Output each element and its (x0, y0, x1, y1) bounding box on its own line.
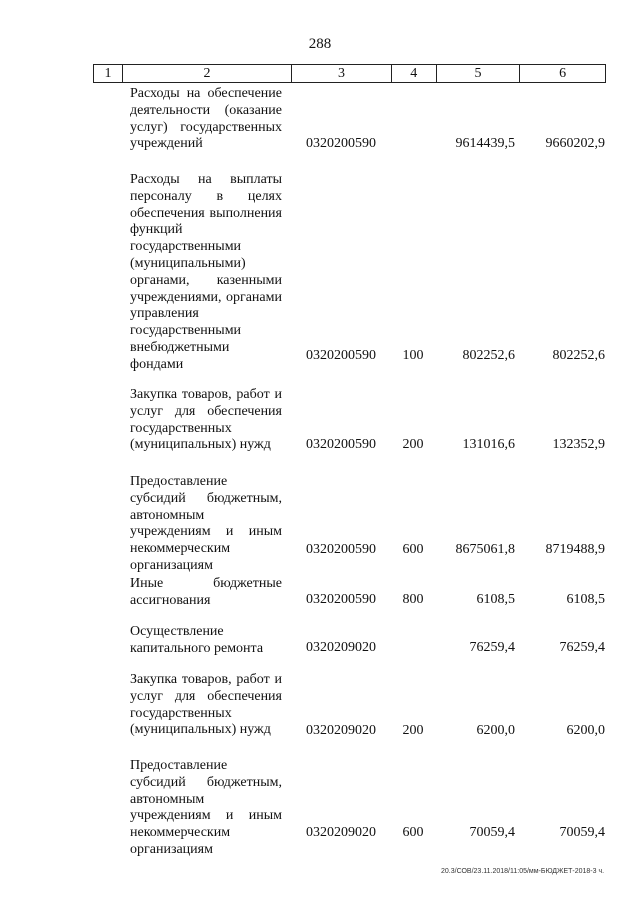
row-value-col6: 8719488,9 (545, 542, 605, 557)
row-expense-type: 600 (402, 825, 424, 840)
row-value-col5: 9614439,5 (455, 136, 515, 151)
row-value-col5: 70059,4 (469, 825, 515, 840)
header-col-4: 4 (392, 65, 437, 82)
row-code: 0320200590 (306, 542, 376, 557)
row-description: Расходы на обеспечение деятельности (оказание услуг) государственных учреждений (130, 86, 282, 152)
row-description: Закупка товаров, работ и услуг для обеспечения государственных (муниципальных) нужд (130, 387, 282, 453)
row-value-col6: 76259,4 (559, 640, 605, 655)
row-code: 0320209020 (306, 723, 376, 738)
header-col-3: 3 (292, 65, 392, 82)
row-value-col6: 6200,0 (566, 723, 605, 738)
row-value-col5: 8675061,8 (455, 542, 515, 557)
table-header (93, 64, 606, 83)
row-code: 0320200590 (306, 437, 376, 452)
row-description: Расходы на выплаты персоналу в целях обеспечения выполнения функций государственными (муниципальными) органами, казенными учреждениями, органами управления государственными внебюджетными фондами (130, 172, 282, 372)
row-value-col6: 132352,9 (552, 437, 605, 452)
header-col-6: 6 (559, 66, 567, 81)
row-expense-type: 100 (402, 348, 424, 363)
page-number: 288 (308, 36, 332, 52)
row-value-col6: 70059,4 (559, 825, 605, 840)
row-value-col6: 9660202,9 (545, 136, 605, 151)
row-value-col5: 6200,0 (476, 723, 515, 738)
header-col-2: 2 (123, 65, 292, 82)
row-value-col5: 802252,6 (462, 348, 515, 363)
row-description: Осуществление капитального ремонта (130, 624, 264, 656)
row-expense-type: 200 (402, 723, 424, 738)
row-expense-type: 600 (402, 542, 424, 557)
row-description: Предоставление субсидий бюджетным, автономным учреждениям и иным некоммерческим организациям (130, 758, 282, 857)
row-description: Предоставление субсидий бюджетным, автономным учреждениям и иным некоммерческим организациям (130, 474, 282, 573)
row-value-col6: 802252,6 (552, 348, 605, 363)
header-col-1: 1 (94, 65, 123, 82)
row-value-col6: 6108,5 (566, 592, 605, 607)
row-expense-type: 800 (402, 592, 424, 607)
document-footer: 20.3/СОВ/23.11.2018/11:05/мм-БЮДЖЕТ-2018-3 ч. (441, 868, 605, 875)
row-value-col5: 76259,4 (469, 640, 515, 655)
row-description: Закупка товаров, работ и услуг для обеспечения государственных (муниципальных) нужд (130, 672, 282, 738)
row-code: 0320200590 (306, 136, 376, 151)
header-col-5: 5 (437, 65, 521, 82)
row-description: Иные бюджетные ассигнования (130, 576, 282, 608)
row-code: 0320200590 (306, 592, 376, 607)
row-code: 0320200590 (306, 348, 376, 363)
row-expense-type: 200 (402, 437, 424, 452)
row-value-col5: 6108,5 (476, 592, 515, 607)
row-code: 0320209020 (306, 825, 376, 840)
row-value-col5: 131016,6 (462, 437, 515, 452)
row-code: 0320209020 (306, 640, 376, 655)
